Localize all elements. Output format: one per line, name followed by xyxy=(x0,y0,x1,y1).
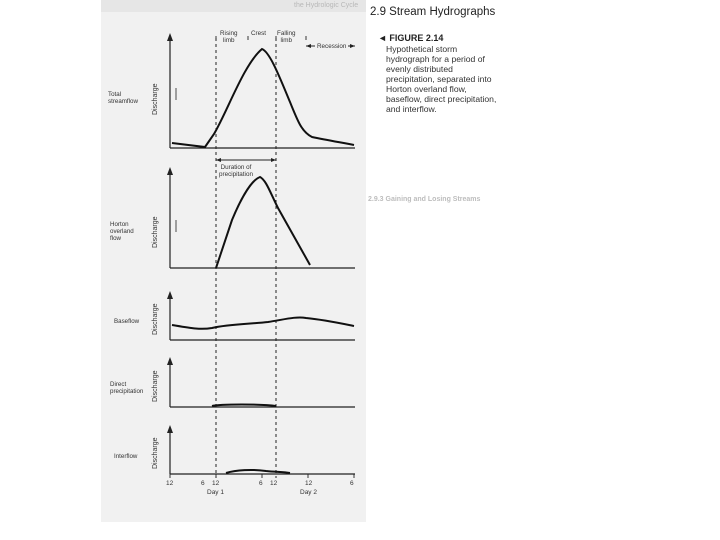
duration-arrow-left xyxy=(216,158,221,162)
panel-1-axis-arrow xyxy=(167,33,173,41)
x-tick-label: 12 xyxy=(212,480,220,487)
recession-arrow-right xyxy=(350,44,355,48)
x-tick-label: 12 xyxy=(270,480,278,487)
x-tick-label: 6 xyxy=(201,480,205,487)
duration-label xyxy=(219,164,253,178)
horton-overland-flow-curve xyxy=(216,177,310,268)
panel-2-ylabel: Discharge xyxy=(152,216,159,248)
duration-arrow-right xyxy=(271,158,276,162)
panel-1-label xyxy=(108,91,138,105)
panel-label-line: Horton xyxy=(110,221,129,228)
falling-label: Falling xyxy=(277,30,296,37)
panel-label-line: Baseflow xyxy=(114,318,140,325)
duration-label-line: precipitation xyxy=(219,171,253,178)
panel-4-axis-arrow xyxy=(167,357,173,365)
panel-label-line: Direct xyxy=(110,381,127,388)
recession-arrow-left xyxy=(306,44,311,48)
x-tick-label: 12 xyxy=(305,480,313,487)
panel-label-line: streamflow xyxy=(108,98,138,105)
caption-line: hydrograph for a period of xyxy=(386,54,485,64)
panel-label-line: flow xyxy=(110,235,122,242)
panel-3-axis-arrow xyxy=(167,291,173,299)
panel-4-ylabel: Discharge xyxy=(152,370,159,402)
panel-5-axis-arrow xyxy=(167,425,173,433)
panel-label-line: overland xyxy=(110,228,134,235)
panel-2-axis-arrow xyxy=(167,167,173,175)
panel-5-label xyxy=(114,453,137,460)
duration-label-line: Duration of xyxy=(220,164,252,171)
panel-label-line: precipitation xyxy=(110,388,144,395)
crest-label: Crest xyxy=(251,30,267,37)
falling-limb-label xyxy=(277,30,296,44)
caption-line: baseflow, direct precipitation, xyxy=(386,94,497,104)
rising-limb-word: limb xyxy=(222,37,235,44)
falling-limb-word: limb xyxy=(280,37,293,44)
ghost-section-heading: 2.9.3 Gaining and Losing Streams xyxy=(368,196,481,203)
caption-line: Horton overland flow, xyxy=(386,84,467,94)
x-tick-label: 6 xyxy=(350,480,354,487)
caption-line: evenly distributed xyxy=(386,64,453,74)
interflow-curve xyxy=(226,470,290,473)
caption-line: and interflow. xyxy=(386,104,437,114)
figure-title: ◄ FIGURE 2.14 xyxy=(378,33,444,43)
x-tick-label: 6 xyxy=(259,480,263,487)
panel-2-label xyxy=(110,221,134,242)
recession-label: Recession xyxy=(317,43,347,50)
x-tick-label: 12 xyxy=(166,480,174,487)
running-title: 2.9 Stream Hydrographs xyxy=(370,6,496,18)
total-streamflow-curve xyxy=(172,49,354,147)
panel-3-ylabel: Discharge xyxy=(152,303,159,335)
panel-4-label xyxy=(110,381,143,395)
caption-line: precipitation, separated into xyxy=(386,74,492,84)
panel-1-ylabel: Discharge xyxy=(152,83,159,115)
day-label: Day 1 xyxy=(207,489,224,496)
direct-precipitation-curve xyxy=(212,405,276,407)
day-label: Day 2 xyxy=(300,489,317,496)
ghost-running-head: the Hydrologic Cycle xyxy=(294,2,359,9)
panel-label-line: Total xyxy=(108,91,122,98)
caption-line: Hypothetical storm xyxy=(386,44,458,54)
panel-3-label xyxy=(114,318,139,325)
rising-label: Rising xyxy=(220,30,238,37)
panel-5-ylabel: Discharge xyxy=(152,437,159,469)
rising-limb-label xyxy=(220,30,238,44)
panel-label-line: Interflow xyxy=(114,453,138,460)
baseflow-curve xyxy=(172,317,354,328)
